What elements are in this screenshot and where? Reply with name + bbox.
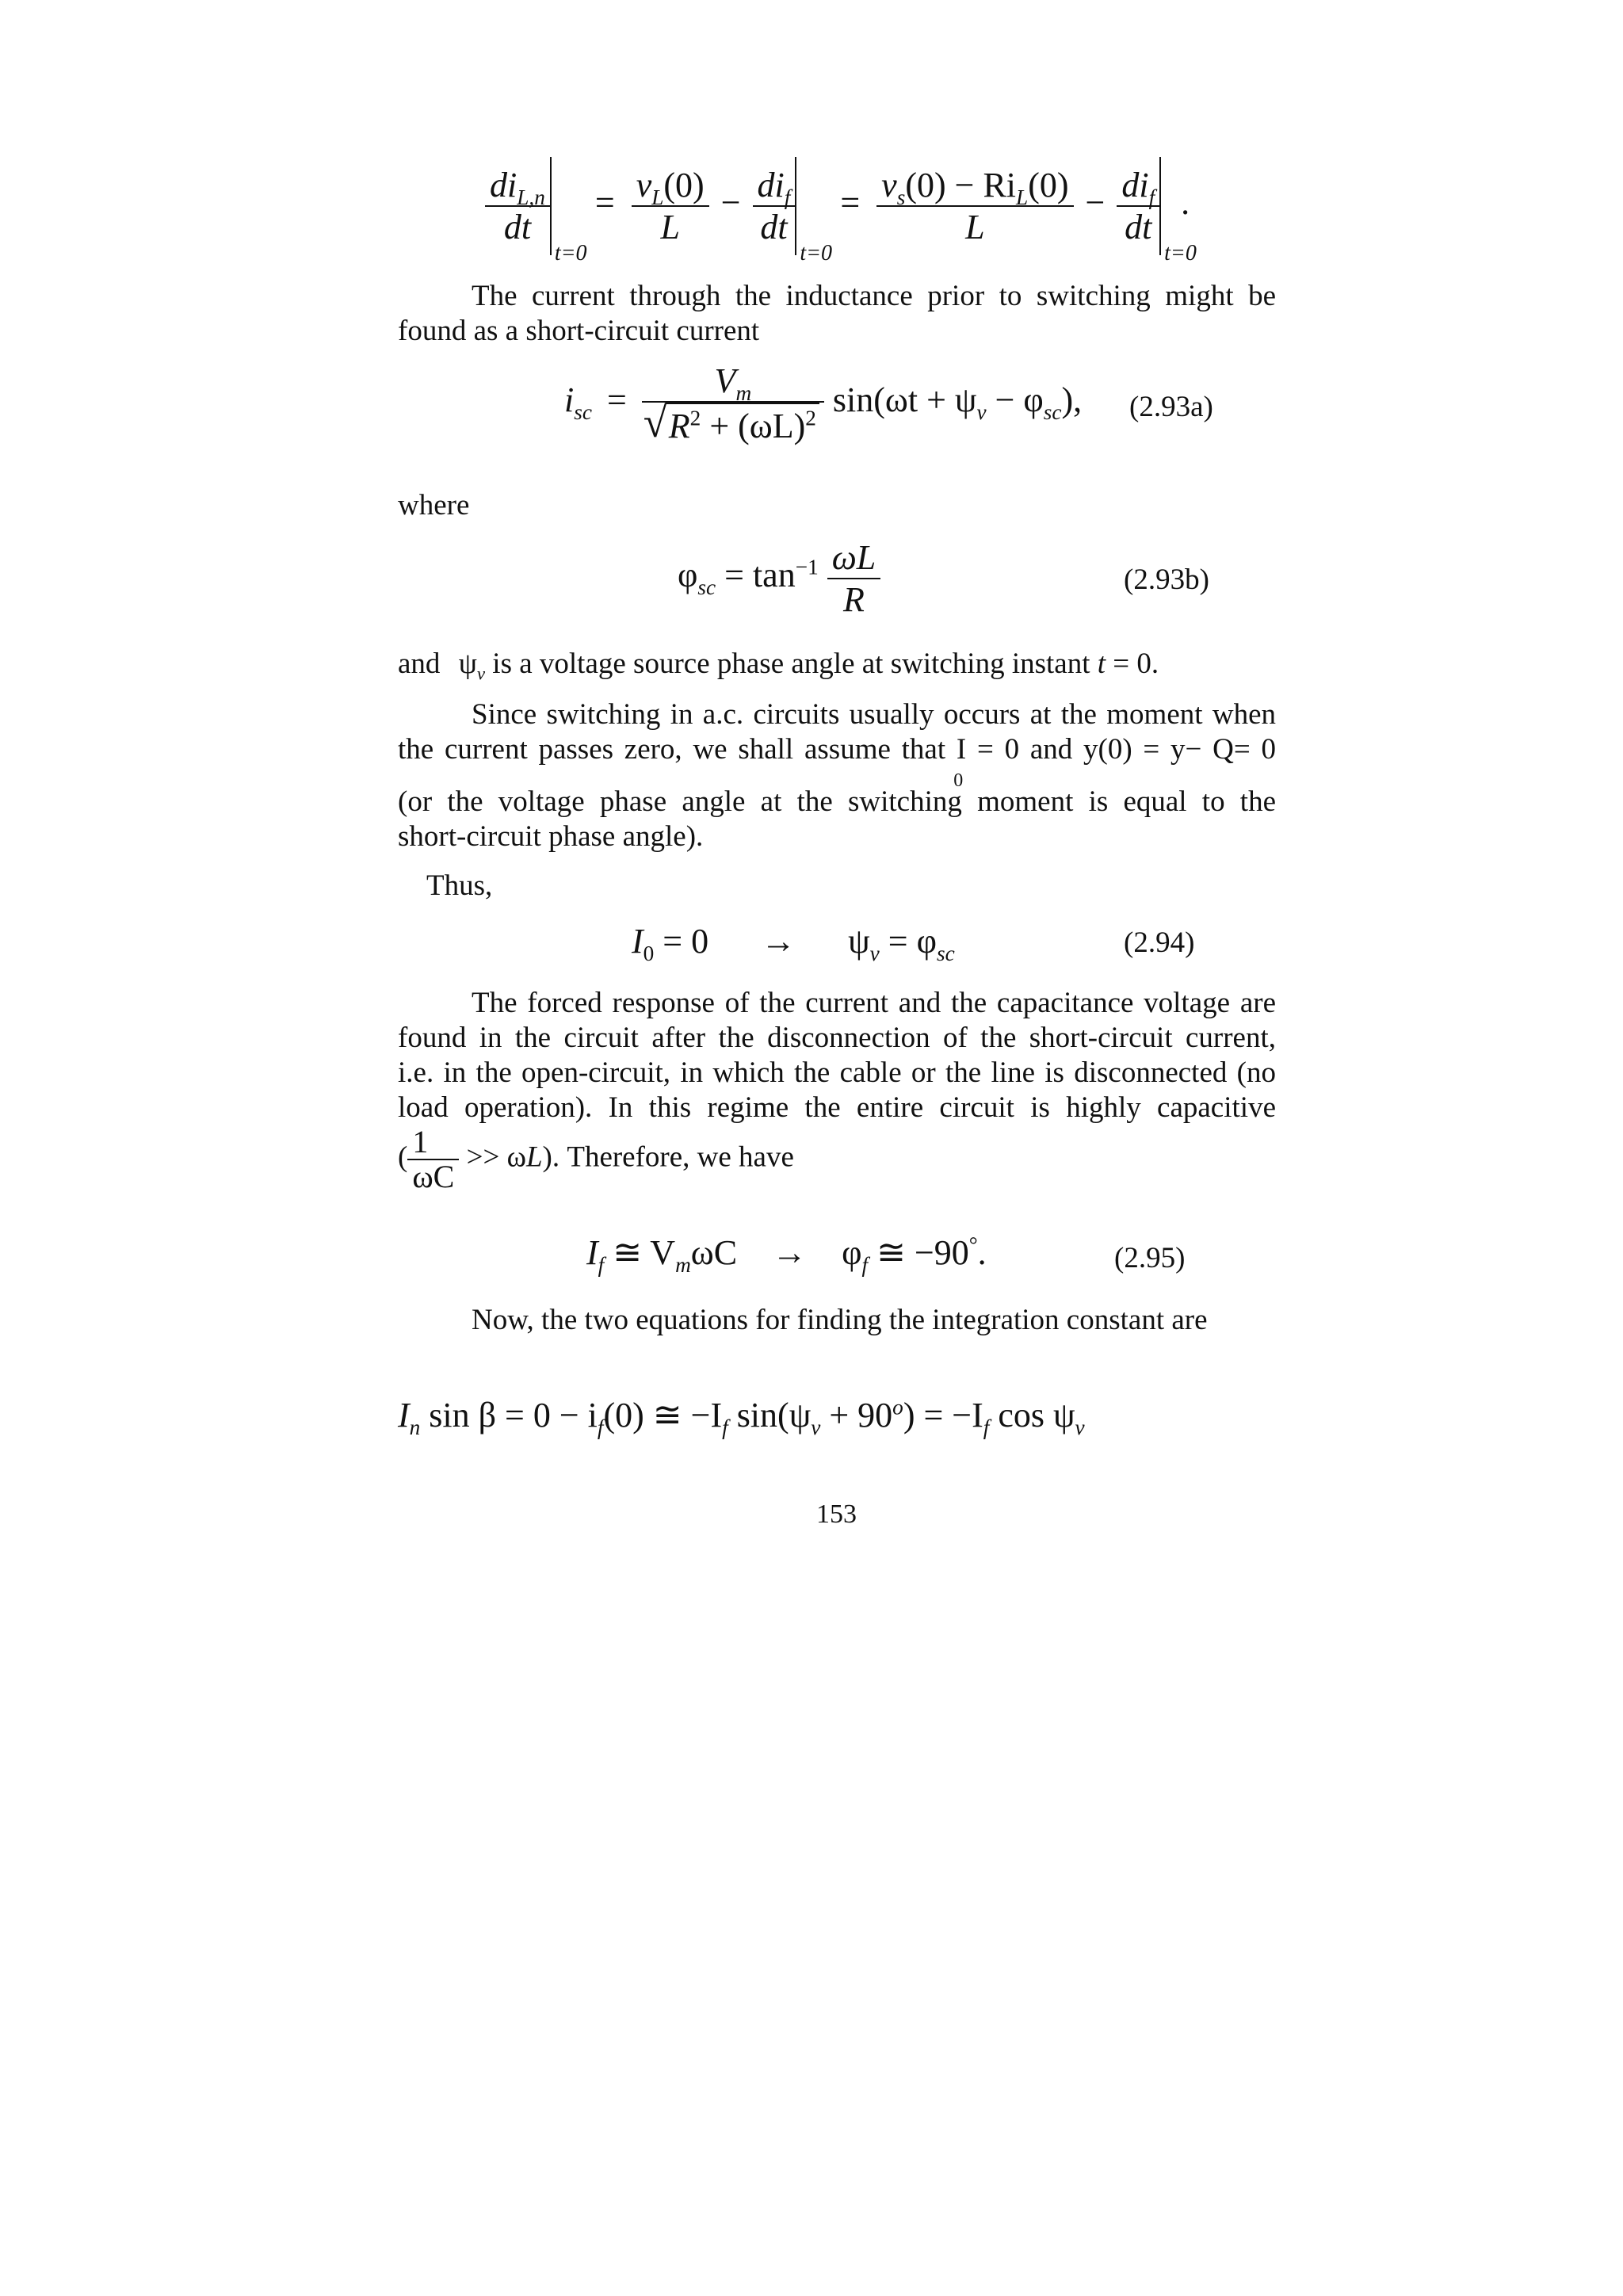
paragraph-4: Now, the two equations for finding the integration constant are bbox=[472, 1304, 1208, 1336]
paragraph-3-line-4: load operation). In this regime the entire circuit is highly capacitive bbox=[398, 1091, 1276, 1124]
evaluation-bar: t=0 bbox=[1159, 157, 1161, 255]
evaluation-bar: t=0 bbox=[550, 157, 552, 255]
equation-2-95: $I_f$ ≅ $V_m\omega C$ → $\varphi_f$ ≅ −90°. bbox=[586, 1232, 987, 1277]
paragraph-3-line-3: i.e. in the open-circuit, in which the cable or the line is disconnected (no bbox=[398, 1056, 1276, 1089]
paragraph-3-line-5: ( $\frac{1}{\omega C}$ >> ωL). Therefore, we have bbox=[398, 1124, 794, 1194]
paragraph-1-line-2: found as a short-circuit current bbox=[398, 315, 760, 347]
paragraph-2-line-4: short-circuit phase angle). bbox=[398, 820, 704, 853]
evaluation-bar: t=0 bbox=[795, 157, 796, 255]
paragraph-3-line-2: found in the circuit after the disconnection of the short-circuit current, bbox=[398, 1022, 1276, 1054]
equation-derivative: $\frac{di_{L,n}}{dt}$ t=0 = $\frac{v_L(0)}{L}$ − $\frac{di_f}{dt}$ t=0 = $\frac{v_s(0) - Ri_L(0)}{L}$ − $\frac{di_f}{dt}$ t=0 . bbox=[485, 157, 1190, 255]
paragraph-1-line-1: The current through the inductance prior to switching might be bbox=[472, 280, 1276, 312]
text-thus: Thus, bbox=[426, 869, 493, 902]
equation-number: (2.93a) bbox=[1129, 391, 1213, 423]
fraction: $\frac{di_{L,n}}{dt}$ bbox=[485, 165, 550, 247]
paragraph-2-line-3: (or the voltage phase angle at the switching moment is equal to the bbox=[398, 785, 1276, 818]
text-psi-definition: and $\psi_v$ is a voltage source phase angle at switching instant t = 0. bbox=[398, 648, 1159, 684]
equation-number: (2.94) bbox=[1124, 926, 1195, 959]
paragraph-3-line-1: The forced response of the current and the capacitance voltage are bbox=[472, 987, 1276, 1019]
paragraph-2-line-2: the current passes zero, we shall assume that I 0 = 0 and y(0) = y− Q= 0 bbox=[398, 733, 1276, 791]
equation-number: (2.93b) bbox=[1124, 563, 1209, 596]
equation-number: (2.95) bbox=[1114, 1242, 1186, 1274]
equation-2-94: $I_0 = 0$ → $\psi_v = \varphi_{sc}$ bbox=[632, 922, 955, 965]
equation-2-93b: $\varphi_{sc} = \tan^{-1}$ $\frac{\omega L}{R}$ bbox=[678, 537, 880, 620]
page-number: 153 bbox=[816, 1499, 857, 1529]
paragraph-2-line-1: Since switching in a.c. circuits usually occurs at the moment when bbox=[472, 698, 1276, 731]
text-where: where bbox=[398, 489, 470, 521]
equation-2-93a: $i_{sc}$ = $V_m$ √ $R^2 + (\omega L)^2$ $\sin(\omega t + \psi_v - \varphi_{sc})$, bbox=[564, 361, 1082, 446]
equation-integration-constant: $I_n$ $\sin \beta = 0 - i_f(0)$ ≅ $-I_f$ $\sin(\psi_v + 90^o) = -I_f$ $\cos \psi_v$ bbox=[398, 1395, 1085, 1439]
